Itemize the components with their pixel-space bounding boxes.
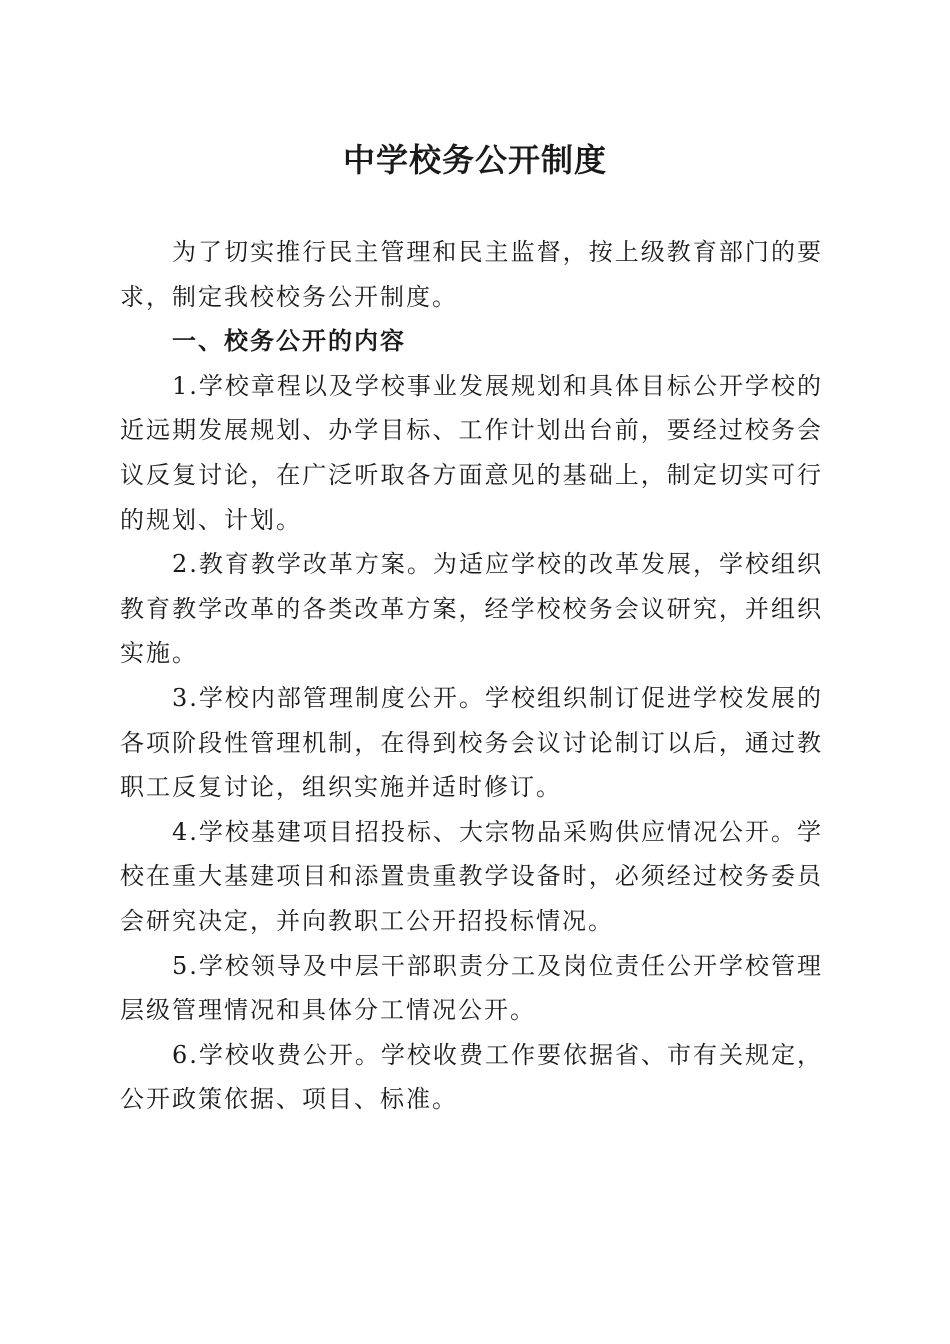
content-item-6: 6.学校收费公开。学校收费工作要依据省、市有关规定，公开政策依据、项目、标准。: [120, 1040, 823, 1114]
intro-paragraph: 为了切实推行民主管理和民主监督，按上级教育部门的要求，制定我校校务公开制度。: [120, 238, 823, 311]
document-title: 中学校务公开制度: [342, 141, 607, 179]
content-item-1: 1.学校章程以及学校事业发展规划和具体目标公开学校的近远期发展规划、办学目标、工作计划出台前，要经过校务会议反复讨论，在广泛听取各方面意见的基础上，制定切实可行的规划、计划。: [120, 371, 823, 534]
section-heading: 一、校务公开的内容: [172, 327, 406, 356]
content-item-5: 5.学校领导及中层干部职责分工及岗位责任公开学校管理层级管理情况和具体分工情况公开。: [120, 951, 823, 1025]
document-body: [120, 230, 823, 1122]
content-item-2: 2.教育教学改革方案。为适应学校的改革发展，学校组织教育教学改革的各类改革方案，经学校校务会议研究，并组织实施。: [120, 550, 823, 668]
content-item-3: 3.学校内部管理制度公开。学校组织制订促进学校发展的各项阶段性管理机制，在得到校务会议讨论制订以后，通过教职工反复讨论，组织实施并适时修订。: [120, 683, 823, 802]
content-item-4: 4.学校基建项目招投标、大宗物品采购供应情况公开。学校在重大基建项目和添置贵重教学设备时，必须经过校务委员会研究决定，并向教职工公开招投标情况。: [120, 817, 823, 935]
